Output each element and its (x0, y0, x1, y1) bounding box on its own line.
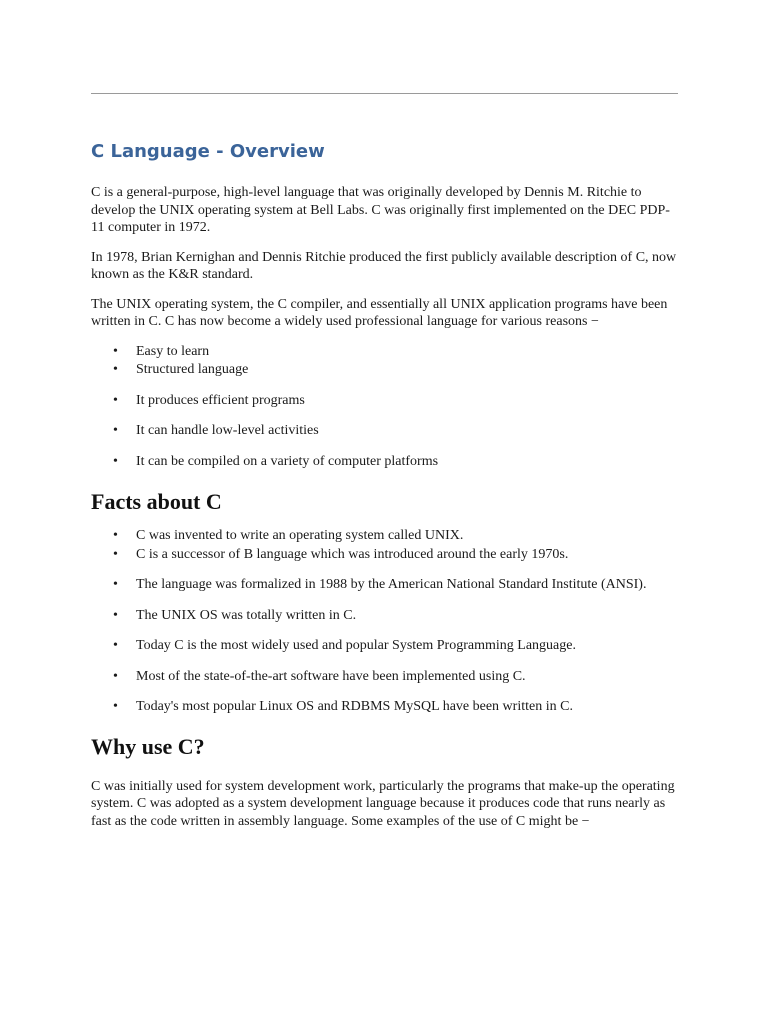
facts-list (91, 527, 681, 716)
list-item: • It produces efficient programs (136, 392, 681, 410)
facts-heading: Facts about C (91, 489, 222, 514)
document-content (91, 140, 681, 842)
page-title: C Language - Overview (91, 141, 325, 162)
list-item: • Today C is the most widely used and popular System Programming Language. (136, 637, 681, 655)
list-item: • Today's most popular Linux OS and RDBMS MySQL have been written in C. (136, 698, 681, 716)
intro-paragraph-3: The UNIX operating system, the C compiler, and essentially all UNIX application programs have been written in C. C has now become a widely used professional language for various reasons − (91, 296, 668, 329)
list-item: • Easy to learn (136, 343, 681, 361)
list-item: • It can handle low-level activities (136, 422, 681, 440)
list-item: • Structured language (136, 361, 681, 379)
list-item: • Most of the state-of-the-art software have been implemented using C. (136, 668, 681, 686)
intro-paragraph-1: C is a general-purpose, high-level language that was originally developed by Dennis M. Ritchie to develop the UNIX operating system at Bell Labs. C was originally first implemented on the DEC PDP-11 computer in 1972. (91, 185, 670, 235)
list-item: • The language was formalized in 1988 by the American National Standard Institute (ANSI). (136, 576, 681, 594)
reasons-list (91, 343, 681, 471)
why-heading: Why use C? (91, 733, 205, 759)
list-item: • It can be compiled on a variety of computer platforms (136, 453, 681, 471)
list-item: • The UNIX OS was totally written in C. (136, 607, 681, 625)
list-item: • C was invented to write an operating system called UNIX. (136, 527, 681, 545)
intro-paragraph-2: In 1978, Brian Kernighan and Dennis Ritchie produced the first publicly available description of C, now known as the K&R standard. (91, 249, 677, 282)
why-paragraph: C was initially used for system development work, particularly the programs that make-up the operating system. C was adopted as a system development language because it produces code that runs nearly as fast as the code written in assembly language. Some examples of the use of C might be − (91, 778, 675, 829)
list-item: • C is a successor of B language which was introduced around the early 1970s. (136, 546, 681, 564)
horizontal-rule (91, 93, 678, 94)
